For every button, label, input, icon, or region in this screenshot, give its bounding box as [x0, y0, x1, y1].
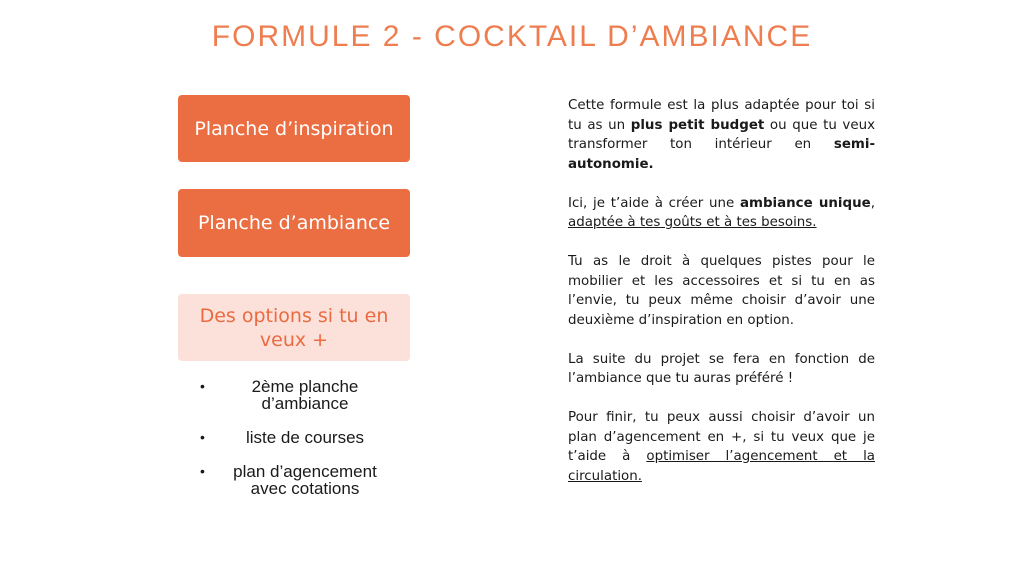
- bullet-icon: •: [200, 378, 205, 394]
- text-run: Cette formule est la plus adaptée pour toi si tu as un: [568, 98, 875, 133]
- text-run: ou que tu veux transformer ton intérieur en: [568, 117, 875, 152]
- text-run: Pour finir, tu peux aussi choisir d’avoir un plan d’agencement en +, si tu veux que je t’aide à: [568, 410, 875, 464]
- list-item: [196, 463, 396, 497]
- list-item: [196, 378, 396, 412]
- paragraph-ambiance: [568, 194, 875, 233]
- paragraph-pistes: Tu as le droit à quelques pistes pour le mobilier et les accessoires et si tu en as l’envie, tu peux même choisir d’avoir une deuxième d’inspiration en option.: [568, 254, 875, 328]
- list-item: [196, 429, 396, 446]
- option-text: liste de courses: [245, 428, 365, 447]
- ambiance-board-box: [178, 189, 410, 257]
- text-run: ,: [870, 195, 875, 211]
- ambiance-board-label: Planche d’ambiance: [197, 212, 391, 234]
- option-text: plan d’agencement avec cotations: [233, 462, 377, 498]
- bullet-icon: •: [200, 463, 205, 479]
- bold-text: semi-autonomie.: [568, 137, 875, 172]
- options-label: Des options si tu en veux +: [199, 304, 389, 351]
- bullet-icon: •: [200, 429, 205, 445]
- bold-text: ambiance unique: [739, 195, 871, 211]
- underlined-text: adaptée à tes goûts et à tes besoins.: [568, 215, 817, 230]
- option-text: 2ème planche d’ambiance: [251, 377, 359, 413]
- bold-text: plus petit budget: [630, 117, 765, 133]
- paragraph-suite: La suite du projet se fera en fonction de l’ambiance que tu auras préféré !: [568, 351, 875, 386]
- paragraph-plan: [568, 408, 875, 486]
- paragraph-intro: [568, 96, 875, 174]
- underlined-text: optimiser l’agencement et la circulation.: [568, 449, 875, 484]
- text-run: Ici, je t’aide à créer une: [568, 195, 740, 211]
- options-box: [178, 294, 410, 361]
- options-list: [196, 378, 396, 514]
- inspiration-board-box: [178, 95, 410, 162]
- description-text: [568, 96, 875, 506]
- page-title: FORMULE 2 - COCKTAIL D’AMBIANCE: [211, 20, 813, 53]
- inspiration-board-label: Planche d’inspiration: [194, 117, 394, 140]
